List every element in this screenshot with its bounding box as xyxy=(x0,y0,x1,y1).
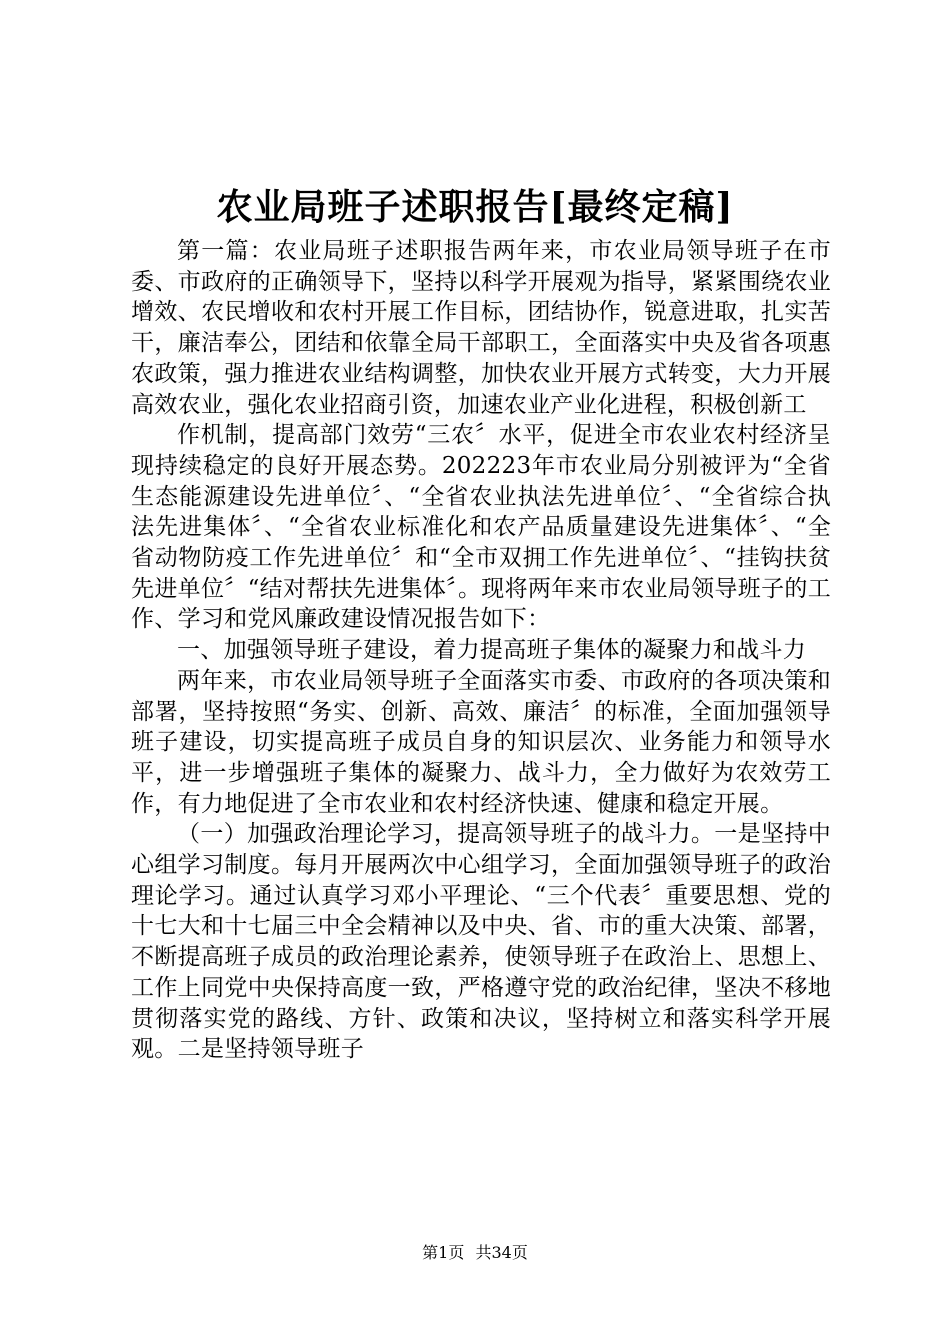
page-footer xyxy=(0,1243,950,1263)
document-title: 农业局班子述职报告[最终定稿] xyxy=(216,186,734,228)
paragraph-intro: 第一篇：农业局班子述职报告两年来，市农业局领导班子在市委、市政府的正确领导下，坚持以科学开展观为指导，紧紧围绕农业增效、农民增收和农村开展工作目标，团结协作，锐意进取，扎实苦干，廉洁奉公，团结和依靠全局干部职工，全面落实中央及省各项惠农政策，强力推进农业结构调整，加快农业开展方式转变，大力开展高效农业，强化农业招商引资，加速农业产业化进程，积极创新工 xyxy=(131,238,831,418)
page-number: 第1页 xyxy=(422,1243,465,1262)
section-heading-1: 一、加强领导班子建设，着力提高班子集体的凝聚力和战斗力 xyxy=(177,637,807,664)
paragraph-subsection-1: （一）加强政治理论学习，提高领导班子的战斗力。一是坚持中心组学习制度。每月开展两次中心组学习，全面加强领导班子的政治理论学习。通过认真学习邓小平理论、“三个代表〞重要思想、党的十七大和十七届三中全会精神以及中央、省、市的重大决策、部署，不断提高班子成员的政治理论素养，使领导班子在政治上、思想上、工作上同党中央保持高度一致，严格遵守党的政治纪律，坚决不移地贯彻落实党的路线、方针、政策和决议，坚持树立和落实科学开展观。二是坚持领导班子 xyxy=(131,821,831,1063)
paragraph-achievements: 作机制，提高部门效劳“三农〞水平，促进全市农业农村经济呈现持续稳定的良好开展态势。202223年市农业局分别被评为“全省生态能源建设先进单位〞、“全省农业执法先进单位〞、“全省综合执法先进集体〞、“全省农业标准化和农产品质量建设先进集体〞、“全省动物防疫工作先进单位〞和“全市双拥工作先进单位〞、“挂钩扶贫先进单位〞“结对帮扶先进集体〞。现将两年来市农业局领导班子的工作、学习和党风廉政建设情况报告如下： xyxy=(131,422,831,633)
paragraph-section-1: 两年来，市农业局领导班子全面落实市委、市政府的各项决策和部署，坚持按照“务实、创新、高效、廉洁〞的标准，全面加强领导班子建设，切实提高班子成员自身的知识层次、业务能力和领导水平，进一步增强班子集体的凝聚力、战斗力，全力做好为农效劳工作，有力地促进了全市农业和农村经济快速、健康和稳定开展。 xyxy=(131,667,831,817)
page-total: 共34页 xyxy=(475,1243,528,1262)
document-body xyxy=(131,236,831,1065)
